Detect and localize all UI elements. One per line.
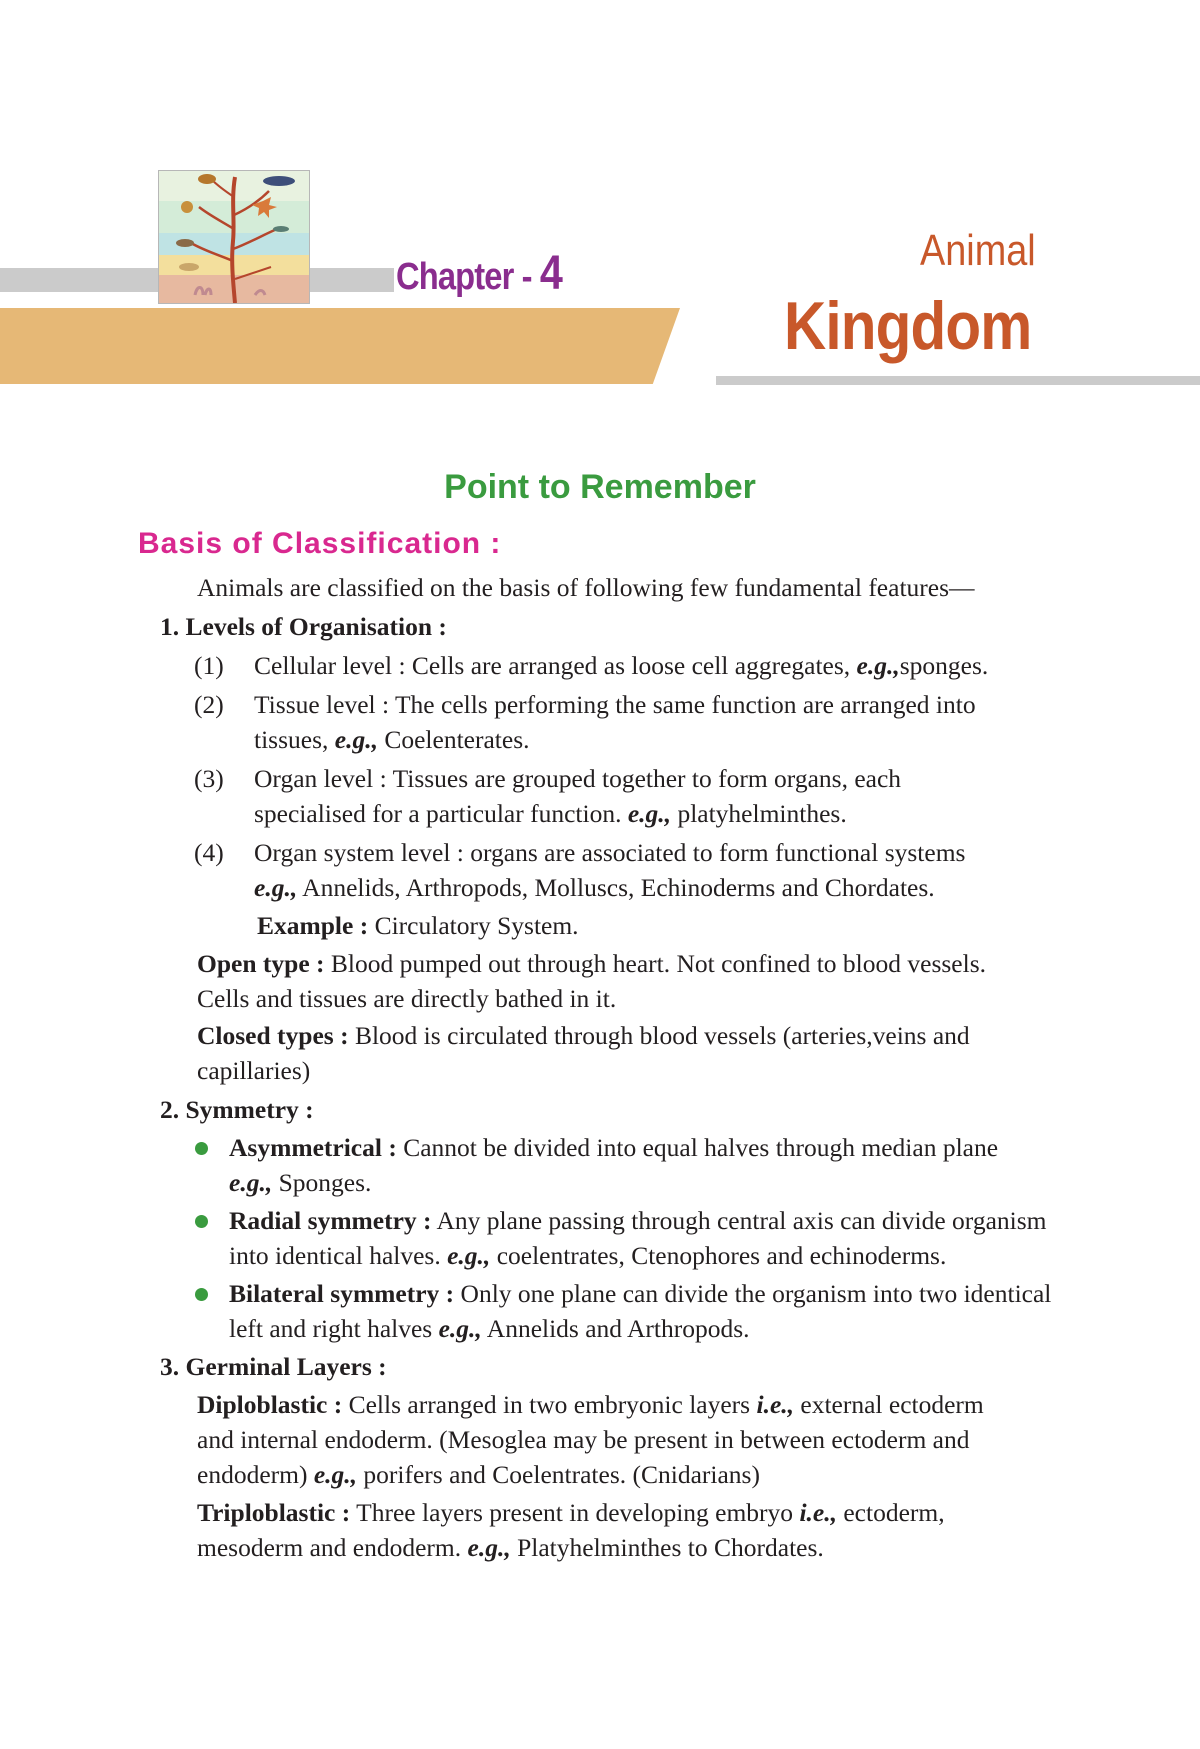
level-2-marker: (2) bbox=[194, 690, 224, 719]
open-type-line1 bbox=[197, 946, 986, 981]
level-1-marker: (1) bbox=[194, 651, 224, 680]
level-4-line1: Organ system level : organs are associated to form functional systems bbox=[254, 838, 966, 867]
level-3-marker: (3) bbox=[194, 764, 224, 793]
bilateral-text2: Annelids and Arthropods. bbox=[481, 1314, 750, 1343]
level-2-line2-pre: tissues, bbox=[254, 725, 335, 754]
bilateral-line1 bbox=[229, 1276, 1051, 1311]
level-3-eg: e.g., bbox=[627, 799, 672, 828]
open-type-text: Blood pumped out through heart. Not confined to blood vessels. bbox=[324, 949, 986, 978]
diploblastic-text: Cells arranged in two embryonic layers bbox=[342, 1390, 757, 1419]
radial-line2 bbox=[229, 1238, 946, 1273]
header-gray-band-chapter bbox=[310, 268, 394, 292]
example-text: Circulatory System. bbox=[368, 911, 579, 940]
asymmetrical-text2: Sponges. bbox=[272, 1168, 372, 1197]
level-3-line2-post: platyhelminthes. bbox=[671, 799, 847, 828]
level-4-line2 bbox=[254, 870, 935, 905]
intro-text: Animals are classified on the basis of following few fundamental features— bbox=[197, 573, 975, 602]
chapter-number: 4 bbox=[539, 247, 563, 300]
chapter-prefix: Chapter - bbox=[396, 256, 540, 298]
bilateral-line2 bbox=[229, 1311, 750, 1346]
bullet-icon bbox=[195, 1288, 208, 1301]
triploblastic-line2-post: Platyhelminthes to Chordates. bbox=[510, 1533, 824, 1562]
triploblastic-eg: e.g., bbox=[467, 1533, 511, 1562]
asymmetrical-eg: e.g., bbox=[229, 1168, 273, 1197]
triploblastic-text-end: ectoderm, bbox=[836, 1498, 945, 1527]
level-1-eg: e.g., bbox=[856, 651, 900, 680]
triploblastic-label: Triploblastic : bbox=[197, 1498, 351, 1527]
asymmetrical-line2 bbox=[229, 1165, 371, 1200]
triploblastic-ie: i.e., bbox=[799, 1498, 837, 1527]
chapter-label bbox=[396, 246, 562, 301]
level-1-text bbox=[254, 648, 988, 683]
level-4-marker: (4) bbox=[194, 838, 224, 867]
open-type-label: Open type : bbox=[197, 949, 325, 978]
radial-text2: coelentrates, Ctenophores and echinoderms. bbox=[490, 1241, 947, 1270]
diploblastic-text-end: external ectoderm bbox=[794, 1390, 984, 1419]
closed-type-line1 bbox=[197, 1018, 970, 1053]
diploblastic-ie: i.e., bbox=[756, 1390, 795, 1419]
diploblastic-line1 bbox=[197, 1387, 984, 1422]
level-3-line2 bbox=[254, 796, 847, 831]
diploblastic-line3-post: porifers and Coelentrates. (Cnidarians) bbox=[357, 1460, 760, 1489]
asymmetrical-line1 bbox=[229, 1130, 998, 1165]
closed-type-line2: capillaries) bbox=[197, 1056, 311, 1085]
open-type-line2: Cells and tissues are directly bathed in it. bbox=[197, 984, 617, 1013]
bilateral-text: Only one plane can divide the organism into two identical bbox=[454, 1279, 1052, 1308]
germinal-heading: 3. Germinal Layers : bbox=[160, 1352, 387, 1381]
diploblastic-label: Diploblastic : bbox=[197, 1390, 343, 1419]
triploblastic-text: Three layers present in developing embryo bbox=[350, 1498, 800, 1527]
closed-type-text: Blood is circulated through blood vessels (arteries,veins and bbox=[348, 1021, 970, 1050]
radial-line1 bbox=[229, 1203, 1047, 1238]
example-label: Example : bbox=[257, 911, 369, 940]
bullet-icon bbox=[195, 1142, 208, 1155]
asymmetrical-label: Asymmetrical : bbox=[229, 1133, 397, 1162]
asymmetrical-text: Cannot be divided into equal halves through median plane bbox=[396, 1133, 999, 1162]
levels-heading: 1. Levels of Organisation : bbox=[160, 612, 447, 641]
level-2-eg: e.g., bbox=[334, 725, 378, 754]
radial-text: Any plane passing through central axis can divide organism bbox=[431, 1206, 1047, 1235]
level-4-eg: e.g., bbox=[254, 873, 298, 902]
level-3-line2-pre: specialised for a particular function. bbox=[254, 799, 628, 828]
bilateral-eg: e.g., bbox=[438, 1314, 482, 1343]
level-2-line2 bbox=[254, 722, 530, 757]
chapter-title-main: Kingdom bbox=[784, 288, 1032, 364]
level-2-line2-post: Coelenterates. bbox=[377, 725, 530, 754]
level-1-end: sponges. bbox=[899, 651, 989, 680]
level-1-line: Cellular level : Cells are arranged as loose cell aggregates, bbox=[254, 651, 857, 680]
level-3-line1: Organ level : Tissues are grouped together to form organs, each bbox=[254, 764, 902, 793]
diploblastic-line2: and internal endoderm. (Mesoglea may be present in between ectoderm and bbox=[197, 1425, 970, 1454]
triploblastic-line2 bbox=[197, 1530, 824, 1565]
triploblastic-line2-pre: mesoderm and endoderm. bbox=[197, 1533, 468, 1562]
phylogenetic-tree-image bbox=[159, 171, 309, 303]
triploblastic-line1 bbox=[197, 1495, 945, 1530]
level-2-line1: Tissue level : The cells performing the same function are arranged into bbox=[254, 690, 976, 719]
bilateral-text2-pre: left and right halves bbox=[229, 1314, 439, 1343]
bilateral-label: Bilateral symmetry : bbox=[229, 1279, 455, 1308]
subsection-title: Basis of Classification : bbox=[138, 527, 502, 560]
radial-label: Radial symmetry : bbox=[229, 1206, 432, 1235]
chapter-title-top: Animal bbox=[920, 226, 1036, 275]
diploblastic-line3 bbox=[197, 1457, 760, 1492]
level-4-line2-post: Annelids, Arthropods, Molluscs, Echinoderms and Chordates. bbox=[297, 873, 935, 902]
example-line bbox=[257, 908, 579, 943]
section-title: Point to Remember bbox=[444, 468, 756, 506]
header-tan-band bbox=[0, 308, 680, 384]
diploblastic-line3-pre: endoderm) bbox=[197, 1460, 314, 1489]
closed-type-label: Closed types : bbox=[197, 1021, 349, 1050]
chapter-illustration-phylogenetic-tree bbox=[158, 170, 310, 304]
symmetry-heading: 2. Symmetry : bbox=[160, 1095, 314, 1124]
header-gray-rule-right bbox=[716, 376, 1200, 385]
bullet-icon bbox=[195, 1215, 208, 1228]
diploblastic-eg: e.g., bbox=[313, 1460, 358, 1489]
radial-eg: e.g., bbox=[447, 1241, 491, 1270]
radial-text2-pre: into identical halves. bbox=[229, 1241, 448, 1270]
